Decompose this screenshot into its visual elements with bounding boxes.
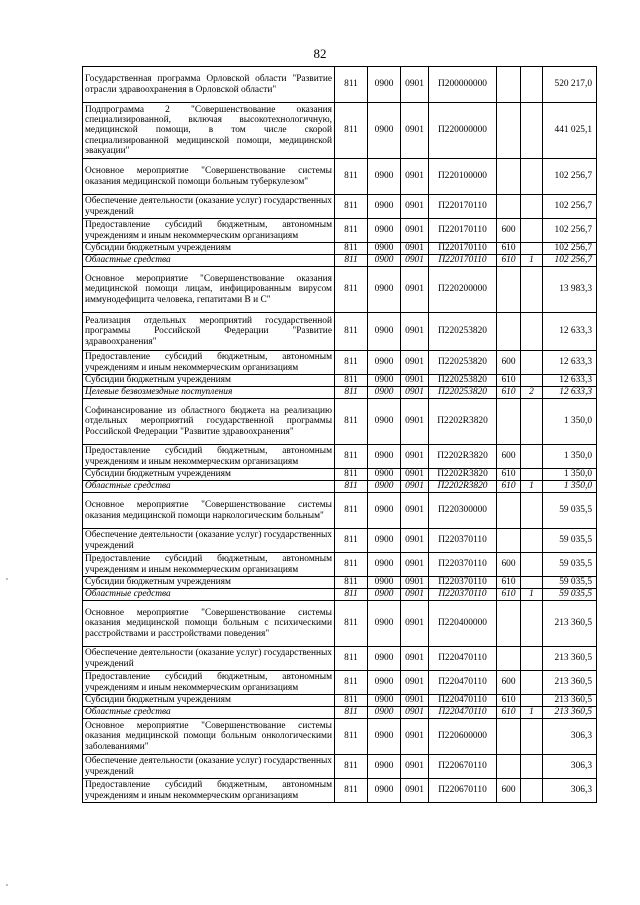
table-row bbox=[83, 351, 597, 375]
table-row bbox=[83, 481, 597, 493]
row-code-subsection: 0901 bbox=[401, 103, 429, 159]
row-code-target: П220000000 bbox=[429, 103, 497, 159]
row-code-target: П220670110 bbox=[429, 755, 497, 779]
row-amount: 213 360,5 bbox=[543, 707, 597, 719]
row-code-source bbox=[521, 553, 543, 577]
row-name: Софинансирование из областного бюджета на реализацию отдельных мероприятий государственной программы Российской Федерации "Развитие здравоохранения" bbox=[83, 399, 335, 445]
row-code-subsection: 0901 bbox=[401, 313, 429, 351]
row-code-admin: 811 bbox=[335, 445, 368, 469]
row-code-section: 0900 bbox=[368, 577, 401, 589]
row-code-admin: 811 bbox=[335, 601, 368, 647]
row-code-target: П220400000 bbox=[429, 601, 497, 647]
row-amount: 12 633,3 bbox=[543, 387, 597, 399]
budget-table bbox=[82, 66, 597, 803]
row-code-subsection: 0901 bbox=[401, 589, 429, 601]
row-code-expense-type: 610 bbox=[497, 255, 521, 267]
row-amount: 441 025,1 bbox=[543, 103, 597, 159]
row-code-target: П220300000 bbox=[429, 493, 497, 529]
table-row bbox=[83, 219, 597, 243]
row-code-section: 0900 bbox=[368, 481, 401, 493]
row-code-target: П220170110 bbox=[429, 219, 497, 243]
row-code-source: 1 bbox=[521, 707, 543, 719]
row-code-target: П220670110 bbox=[429, 779, 497, 803]
row-name: Основное мероприятие "Совершенствование системы оказания медицинской помощи больным туберкулезом" bbox=[83, 159, 335, 195]
row-name: Целевые безвозмездные поступления bbox=[83, 387, 335, 399]
row-code-target: П220470110 bbox=[429, 695, 497, 707]
row-amount: 59 035,5 bbox=[543, 529, 597, 553]
row-name: Областные средства bbox=[83, 589, 335, 601]
table-row bbox=[83, 589, 597, 601]
row-code-expense-type bbox=[497, 267, 521, 313]
row-code-expense-type: 610 bbox=[497, 375, 521, 387]
row-code-source bbox=[521, 755, 543, 779]
row-code-target: П200000000 bbox=[429, 67, 497, 103]
scan-artifact bbox=[6, 884, 8, 886]
row-code-source: 1 bbox=[521, 481, 543, 493]
row-amount: 213 360,5 bbox=[543, 695, 597, 707]
table-row bbox=[83, 695, 597, 707]
row-amount: 102 256,7 bbox=[543, 195, 597, 219]
row-amount: 306,3 bbox=[543, 719, 597, 755]
row-code-source: 2 bbox=[521, 387, 543, 399]
row-amount: 12 633,3 bbox=[543, 375, 597, 387]
table-row bbox=[83, 399, 597, 445]
table-row bbox=[83, 601, 597, 647]
row-code-admin: 811 bbox=[335, 719, 368, 755]
row-code-source bbox=[521, 219, 543, 243]
table-row bbox=[83, 493, 597, 529]
row-code-expense-type: 600 bbox=[497, 671, 521, 695]
row-code-section: 0900 bbox=[368, 399, 401, 445]
table-row bbox=[83, 255, 597, 267]
row-name: Субсидии бюджетным учреждениям bbox=[83, 577, 335, 589]
row-code-section: 0900 bbox=[368, 267, 401, 313]
row-name: Реализация отдельных мероприятий государственной программы Российской Федерации "Развитие здравоохранения" bbox=[83, 313, 335, 351]
row-amount: 306,3 bbox=[543, 755, 597, 779]
row-code-subsection: 0901 bbox=[401, 755, 429, 779]
table-row bbox=[83, 707, 597, 719]
row-name: Субсидии бюджетным учреждениям bbox=[83, 695, 335, 707]
row-code-subsection: 0901 bbox=[401, 553, 429, 577]
table-row bbox=[83, 387, 597, 399]
row-code-admin: 811 bbox=[335, 399, 368, 445]
table-row bbox=[83, 577, 597, 589]
row-name: Обеспечение деятельности (оказание услуг) государственных учреждений bbox=[83, 195, 335, 219]
row-code-section: 0900 bbox=[368, 313, 401, 351]
row-code-section: 0900 bbox=[368, 719, 401, 755]
row-code-admin: 811 bbox=[335, 375, 368, 387]
row-code-source bbox=[521, 601, 543, 647]
row-code-expense-type bbox=[497, 755, 521, 779]
row-code-admin: 811 bbox=[335, 159, 368, 195]
row-code-admin: 811 bbox=[335, 493, 368, 529]
row-code-source bbox=[521, 399, 543, 445]
row-code-admin: 811 bbox=[335, 577, 368, 589]
row-code-source: 1 bbox=[521, 589, 543, 601]
row-code-section: 0900 bbox=[368, 695, 401, 707]
row-code-expense-type: 600 bbox=[497, 779, 521, 803]
row-amount: 102 256,7 bbox=[543, 255, 597, 267]
row-code-subsection: 0901 bbox=[401, 267, 429, 313]
row-code-source bbox=[521, 103, 543, 159]
row-code-target: П220200000 bbox=[429, 267, 497, 313]
row-code-expense-type: 600 bbox=[497, 219, 521, 243]
row-code-expense-type: 610 bbox=[497, 387, 521, 399]
row-code-subsection: 0901 bbox=[401, 387, 429, 399]
row-code-expense-type bbox=[497, 159, 521, 195]
row-code-target: П2202R3820 bbox=[429, 481, 497, 493]
row-code-expense-type: 600 bbox=[497, 351, 521, 375]
row-amount: 13 983,3 bbox=[543, 267, 597, 313]
table-row bbox=[83, 671, 597, 695]
row-code-section: 0900 bbox=[368, 195, 401, 219]
row-code-subsection: 0901 bbox=[401, 493, 429, 529]
row-code-expense-type: 610 bbox=[497, 469, 521, 481]
row-code-section: 0900 bbox=[368, 755, 401, 779]
row-code-target: П220470110 bbox=[429, 707, 497, 719]
row-code-expense-type bbox=[497, 103, 521, 159]
row-code-section: 0900 bbox=[368, 387, 401, 399]
row-code-target: П220470110 bbox=[429, 671, 497, 695]
row-code-expense-type: 610 bbox=[497, 481, 521, 493]
row-code-expense-type bbox=[497, 399, 521, 445]
row-code-target: П220370110 bbox=[429, 577, 497, 589]
row-amount: 306,3 bbox=[543, 779, 597, 803]
row-code-target: П2202R3820 bbox=[429, 399, 497, 445]
row-code-section: 0900 bbox=[368, 589, 401, 601]
row-code-subsection: 0901 bbox=[401, 195, 429, 219]
row-amount: 1 350,0 bbox=[543, 469, 597, 481]
row-code-section: 0900 bbox=[368, 159, 401, 195]
row-code-admin: 811 bbox=[335, 313, 368, 351]
row-code-source bbox=[521, 577, 543, 589]
table-row bbox=[83, 195, 597, 219]
row-code-admin: 811 bbox=[335, 779, 368, 803]
row-code-subsection: 0901 bbox=[401, 219, 429, 243]
row-code-section: 0900 bbox=[368, 647, 401, 671]
row-code-admin: 811 bbox=[335, 243, 368, 255]
row-code-section: 0900 bbox=[368, 445, 401, 469]
row-code-section: 0900 bbox=[368, 67, 401, 103]
row-code-subsection: 0901 bbox=[401, 647, 429, 671]
row-code-admin: 811 bbox=[335, 529, 368, 553]
row-code-section: 0900 bbox=[368, 553, 401, 577]
row-code-admin: 811 bbox=[335, 589, 368, 601]
row-amount: 12 633,3 bbox=[543, 313, 597, 351]
row-code-admin: 811 bbox=[335, 351, 368, 375]
row-code-section: 0900 bbox=[368, 779, 401, 803]
row-amount: 59 035,5 bbox=[543, 577, 597, 589]
row-name: Предоставление субсидий бюджетным, автономным учреждениям и иным некоммерческим организациям bbox=[83, 445, 335, 469]
row-code-section: 0900 bbox=[368, 103, 401, 159]
row-code-target: П220170110 bbox=[429, 195, 497, 219]
row-code-admin: 811 bbox=[335, 195, 368, 219]
table-row bbox=[83, 267, 597, 313]
row-name: Основное мероприятие "Совершенствование системы оказания медицинской помощи больным с психическими расстройствами и расстройствами поведения" bbox=[83, 601, 335, 647]
row-code-subsection: 0901 bbox=[401, 445, 429, 469]
row-code-subsection: 0901 bbox=[401, 469, 429, 481]
row-name: Субсидии бюджетным учреждениям bbox=[83, 375, 335, 387]
row-code-subsection: 0901 bbox=[401, 671, 429, 695]
row-amount: 213 360,5 bbox=[543, 671, 597, 695]
row-name: Субсидии бюджетным учреждениям bbox=[83, 469, 335, 481]
row-code-admin: 811 bbox=[335, 255, 368, 267]
row-code-expense-type bbox=[497, 313, 521, 351]
table-row bbox=[83, 553, 597, 577]
row-code-expense-type: 610 bbox=[497, 577, 521, 589]
row-code-expense-type: 610 bbox=[497, 695, 521, 707]
row-code-section: 0900 bbox=[368, 707, 401, 719]
row-code-expense-type bbox=[497, 529, 521, 553]
row-code-admin: 811 bbox=[335, 647, 368, 671]
row-code-source bbox=[521, 195, 543, 219]
row-code-expense-type: 610 bbox=[497, 589, 521, 601]
row-amount: 102 256,7 bbox=[543, 159, 597, 195]
table-row bbox=[83, 719, 597, 755]
row-code-subsection: 0901 bbox=[401, 707, 429, 719]
row-code-section: 0900 bbox=[368, 219, 401, 243]
table-row bbox=[83, 755, 597, 779]
row-amount: 213 360,5 bbox=[543, 601, 597, 647]
row-code-subsection: 0901 bbox=[401, 243, 429, 255]
row-code-source bbox=[521, 493, 543, 529]
row-code-expense-type: 610 bbox=[497, 243, 521, 255]
row-code-admin: 811 bbox=[335, 707, 368, 719]
row-amount: 102 256,7 bbox=[543, 219, 597, 243]
row-amount: 12 633,3 bbox=[543, 351, 597, 375]
row-code-admin: 811 bbox=[335, 219, 368, 243]
row-code-subsection: 0901 bbox=[401, 67, 429, 103]
row-code-admin: 811 bbox=[335, 387, 368, 399]
row-code-target: П220253820 bbox=[429, 313, 497, 351]
row-code-target: П220370110 bbox=[429, 553, 497, 577]
row-code-subsection: 0901 bbox=[401, 351, 429, 375]
row-code-target: П220253820 bbox=[429, 387, 497, 399]
row-code-section: 0900 bbox=[368, 601, 401, 647]
row-code-subsection: 0901 bbox=[401, 481, 429, 493]
row-code-source bbox=[521, 243, 543, 255]
row-amount: 1 350,0 bbox=[543, 445, 597, 469]
row-name: Субсидии бюджетным учреждениям bbox=[83, 243, 335, 255]
row-name: Подпрограмма 2 "Совершенствование оказания специализированной, включая высокотехнологичную, медицинской помощи, в том числе скорой специализированной медицинской помощи, медицинской эвакуации" bbox=[83, 103, 335, 159]
row-code-admin: 811 bbox=[335, 469, 368, 481]
row-name: Обеспечение деятельности (оказание услуг) государственных учреждений bbox=[83, 647, 335, 671]
row-code-source bbox=[521, 695, 543, 707]
table-row bbox=[83, 779, 597, 803]
row-code-subsection: 0901 bbox=[401, 529, 429, 553]
row-name: Основное мероприятие "Совершенствование оказания медицинской помощи лицам, инфицированным вирусом иммунодефицита человека, гепатитами В и С" bbox=[83, 267, 335, 313]
row-amount: 102 256,7 bbox=[543, 243, 597, 255]
row-code-target: П2202R3820 bbox=[429, 445, 497, 469]
row-code-source bbox=[521, 469, 543, 481]
row-code-admin: 811 bbox=[335, 755, 368, 779]
page-number: 82 bbox=[313, 46, 327, 61]
row-name: Основное мероприятие "Совершенствование системы оказания медицинской помощи наркологическим больным" bbox=[83, 493, 335, 529]
row-amount: 213 360,5 bbox=[543, 647, 597, 671]
row-code-source bbox=[521, 719, 543, 755]
row-code-source bbox=[521, 375, 543, 387]
row-name: Предоставление субсидий бюджетным, автономным учреждениям и иным некоммерческим организациям bbox=[83, 351, 335, 375]
row-code-expense-type: 610 bbox=[497, 707, 521, 719]
row-code-admin: 811 bbox=[335, 481, 368, 493]
table-row bbox=[83, 67, 597, 103]
row-code-section: 0900 bbox=[368, 375, 401, 387]
table-row bbox=[83, 375, 597, 387]
row-code-subsection: 0901 bbox=[401, 695, 429, 707]
row-code-subsection: 0901 bbox=[401, 719, 429, 755]
row-amount: 59 035,5 bbox=[543, 493, 597, 529]
row-code-section: 0900 bbox=[368, 529, 401, 553]
row-code-subsection: 0901 bbox=[401, 255, 429, 267]
row-code-source bbox=[521, 159, 543, 195]
table-row bbox=[83, 243, 597, 255]
row-name: Обеспечение деятельности (оказание услуг) государственных учреждений bbox=[83, 529, 335, 553]
row-name: Предоставление субсидий бюджетным, автономным учреждениям и иным некоммерческим организациям bbox=[83, 671, 335, 695]
row-name: Предоставление субсидий бюджетным, автономным учреждениям и иным некоммерческим организациям bbox=[83, 553, 335, 577]
row-code-expense-type bbox=[497, 493, 521, 529]
scan-artifact bbox=[6, 578, 8, 580]
row-code-target: П220370110 bbox=[429, 589, 497, 601]
row-amount: 59 035,5 bbox=[543, 589, 597, 601]
row-code-target: П2202R3820 bbox=[429, 469, 497, 481]
row-name: Обеспечение деятельности (оказание услуг) государственных учреждений bbox=[83, 755, 335, 779]
table-row bbox=[83, 103, 597, 159]
row-code-admin: 811 bbox=[335, 67, 368, 103]
row-code-admin: 811 bbox=[335, 695, 368, 707]
row-code-source bbox=[521, 267, 543, 313]
row-name: Государственная программа Орловской области "Развитие отрасли здравоохранения в Орловской области" bbox=[83, 67, 335, 103]
row-code-expense-type bbox=[497, 67, 521, 103]
table-row bbox=[83, 445, 597, 469]
row-code-section: 0900 bbox=[368, 243, 401, 255]
row-code-section: 0900 bbox=[368, 493, 401, 529]
row-code-target: П220170110 bbox=[429, 255, 497, 267]
row-code-source bbox=[521, 779, 543, 803]
row-code-source bbox=[521, 671, 543, 695]
row-amount: 1 350,0 bbox=[543, 481, 597, 493]
row-code-target: П220600000 bbox=[429, 719, 497, 755]
row-code-section: 0900 bbox=[368, 671, 401, 695]
table-row bbox=[83, 647, 597, 671]
row-code-source bbox=[521, 529, 543, 553]
row-name: Предоставление субсидий бюджетным, автономным учреждениям и иным некоммерческим организациям bbox=[83, 219, 335, 243]
row-code-source bbox=[521, 313, 543, 351]
row-name: Областные средства bbox=[83, 255, 335, 267]
row-amount: 1 350,0 bbox=[543, 399, 597, 445]
row-code-subsection: 0901 bbox=[401, 159, 429, 195]
row-code-source bbox=[521, 445, 543, 469]
row-code-target: П220253820 bbox=[429, 351, 497, 375]
row-code-target: П220370110 bbox=[429, 529, 497, 553]
row-amount: 59 035,5 bbox=[543, 553, 597, 577]
row-code-admin: 811 bbox=[335, 267, 368, 313]
row-code-target: П220470110 bbox=[429, 647, 497, 671]
row-code-expense-type bbox=[497, 601, 521, 647]
table-row bbox=[83, 159, 597, 195]
table-row bbox=[83, 469, 597, 481]
row-code-section: 0900 bbox=[368, 469, 401, 481]
row-code-source bbox=[521, 67, 543, 103]
row-code-admin: 811 bbox=[335, 553, 368, 577]
row-code-subsection: 0901 bbox=[401, 779, 429, 803]
row-code-target: П220170110 bbox=[429, 243, 497, 255]
row-name: Предоставление субсидий бюджетным, автономным учреждениям и иным некоммерческим организациям bbox=[83, 779, 335, 803]
row-code-section: 0900 bbox=[368, 255, 401, 267]
row-code-subsection: 0901 bbox=[401, 399, 429, 445]
table-row bbox=[83, 313, 597, 351]
row-code-expense-type bbox=[497, 647, 521, 671]
row-code-admin: 811 bbox=[335, 103, 368, 159]
row-code-subsection: 0901 bbox=[401, 577, 429, 589]
row-code-section: 0900 bbox=[368, 351, 401, 375]
row-code-expense-type bbox=[497, 719, 521, 755]
row-name: Областные средства bbox=[83, 707, 335, 719]
row-code-source bbox=[521, 647, 543, 671]
row-name: Основное мероприятие "Совершенствование системы оказания медицинской помощи больным онкологическими заболеваниями" bbox=[83, 719, 335, 755]
row-code-target: П220253820 bbox=[429, 375, 497, 387]
row-code-expense-type: 600 bbox=[497, 553, 521, 577]
row-code-source bbox=[521, 351, 543, 375]
row-code-subsection: 0901 bbox=[401, 375, 429, 387]
table-row bbox=[83, 529, 597, 553]
row-code-target: П220100000 bbox=[429, 159, 497, 195]
row-code-expense-type bbox=[497, 195, 521, 219]
row-code-subsection: 0901 bbox=[401, 601, 429, 647]
row-code-expense-type: 600 bbox=[497, 445, 521, 469]
row-code-source: 1 bbox=[521, 255, 543, 267]
row-code-admin: 811 bbox=[335, 671, 368, 695]
row-name: Областные средства bbox=[83, 481, 335, 493]
row-amount: 520 217,0 bbox=[543, 67, 597, 103]
table-body bbox=[83, 67, 597, 803]
